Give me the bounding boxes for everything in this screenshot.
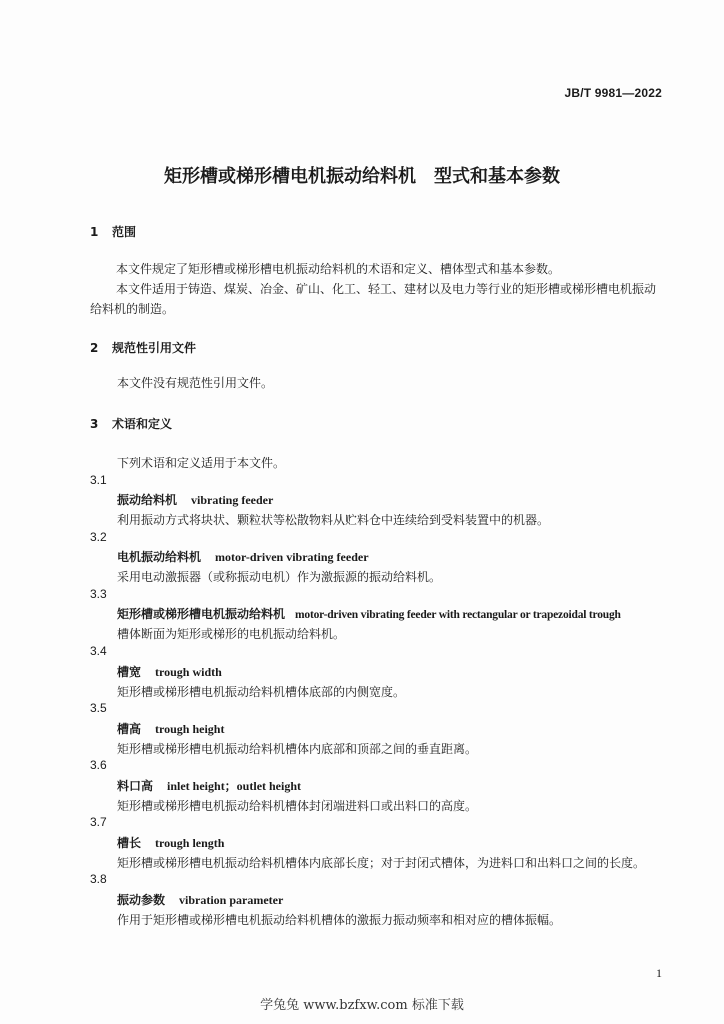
term-entry — [117, 891, 283, 908]
section-number: 2 — [90, 341, 99, 355]
term-definition: 矩形槽或梯形槽电机振动给料机槽体内底部长度；对于封闭式槽体，为进料口和出料口之间的长度。 — [117, 856, 646, 870]
term-entry — [117, 491, 273, 508]
term-number: 3.8 — [90, 872, 107, 886]
term-en: motor-driven vibrating feeder — [215, 550, 369, 564]
term-zh: 振动给料机 — [117, 493, 178, 507]
term-definition: 槽体断面为矩形或梯形的电机振动给料机。 — [117, 627, 346, 641]
term-entry — [117, 777, 301, 794]
term-entry — [117, 548, 369, 565]
watermark-text: 学兔兔 www.bzfxw.com 标准下载 — [260, 998, 464, 1013]
term-en: trough width — [155, 665, 222, 679]
term-en: inlet height；outlet height — [167, 779, 302, 793]
term-zh: 料口高 — [117, 779, 154, 793]
section-heading-terms — [90, 415, 172, 432]
term-definition: 利用振动方式将块状、颗粒状等松散物料从贮料仓中连续给到受料装置中的机器。 — [117, 513, 550, 527]
normative-paragraph: 本文件没有规范性引用文件。 — [117, 376, 274, 390]
term-entry — [117, 720, 224, 737]
term-definition: 矩形槽或梯形槽电机振动给料机槽体内底部和顶部之间的垂直距离。 — [117, 742, 478, 756]
section-title: 术语和定义 — [112, 417, 173, 431]
term-definition: 作用于矩形槽或梯形槽电机振动给料机槽体的激振力振动频率和相对应的槽体振幅。 — [117, 913, 562, 927]
scope-paragraph-1: 本文件规定了矩形槽或梯形槽电机振动给料机的术语和定义、槽体型式和基本参数。 — [116, 262, 561, 276]
section-heading-scope — [90, 223, 136, 240]
scope-paragraph-2: 本文件适用于铸造、煤炭、冶金、矿山、化工、轻工、建材以及电力等行业的矩形槽或梯形槽电机振动给料机的制造。 — [90, 282, 657, 316]
section-heading-normative — [90, 339, 196, 356]
term-definition: 矩形槽或梯形槽电机振动给料机槽体底部的内侧宽度。 — [117, 685, 406, 699]
term-zh: 振动参数 — [117, 893, 166, 907]
term-number: 3.3 — [90, 587, 107, 601]
term-definition: 采用电动激振器（或称振动电机）作为激振源的振动给料机。 — [117, 570, 442, 584]
term-number: 3.1 — [90, 473, 107, 487]
term-en: trough length — [155, 836, 225, 850]
section-number: 3 — [90, 417, 99, 431]
term-entry — [117, 663, 222, 680]
standard-code: JB/T 9981—2022 — [564, 86, 662, 100]
term-entry — [117, 834, 224, 851]
document-title: 矩形槽或梯形槽电机振动给料机 型式和基本参数 — [164, 166, 560, 187]
section-title: 范围 — [112, 225, 137, 239]
term-en: vibration parameter — [179, 893, 284, 907]
term-definition: 矩形槽或梯形槽电机振动给料机槽体封闭端进料口或出料口的高度。 — [117, 799, 478, 813]
term-en: motor-driven vibrating feeder with rectangular or trapezoidal trough — [295, 609, 621, 621]
term-zh: 电机振动给料机 — [117, 550, 202, 564]
terms-intro: 下列术语和定义适用于本文件。 — [117, 456, 286, 470]
term-number: 3.6 — [90, 758, 107, 772]
term-zh: 槽高 — [117, 722, 142, 736]
term-number: 3.2 — [90, 530, 107, 544]
term-en: trough height — [155, 722, 225, 736]
term-entry — [117, 605, 621, 622]
term-en: vibrating feeder — [191, 493, 274, 507]
section-number: 1 — [90, 225, 99, 239]
term-number: 3.5 — [90, 701, 107, 715]
term-number: 3.4 — [90, 644, 107, 658]
term-zh: 矩形槽或梯形槽电机振动给料机 — [117, 607, 286, 621]
term-zh: 槽宽 — [117, 665, 142, 679]
section-title: 规范性引用文件 — [112, 341, 197, 355]
term-zh: 槽长 — [117, 836, 142, 850]
term-number: 3.7 — [90, 815, 107, 829]
page-number: 1 — [656, 966, 662, 980]
